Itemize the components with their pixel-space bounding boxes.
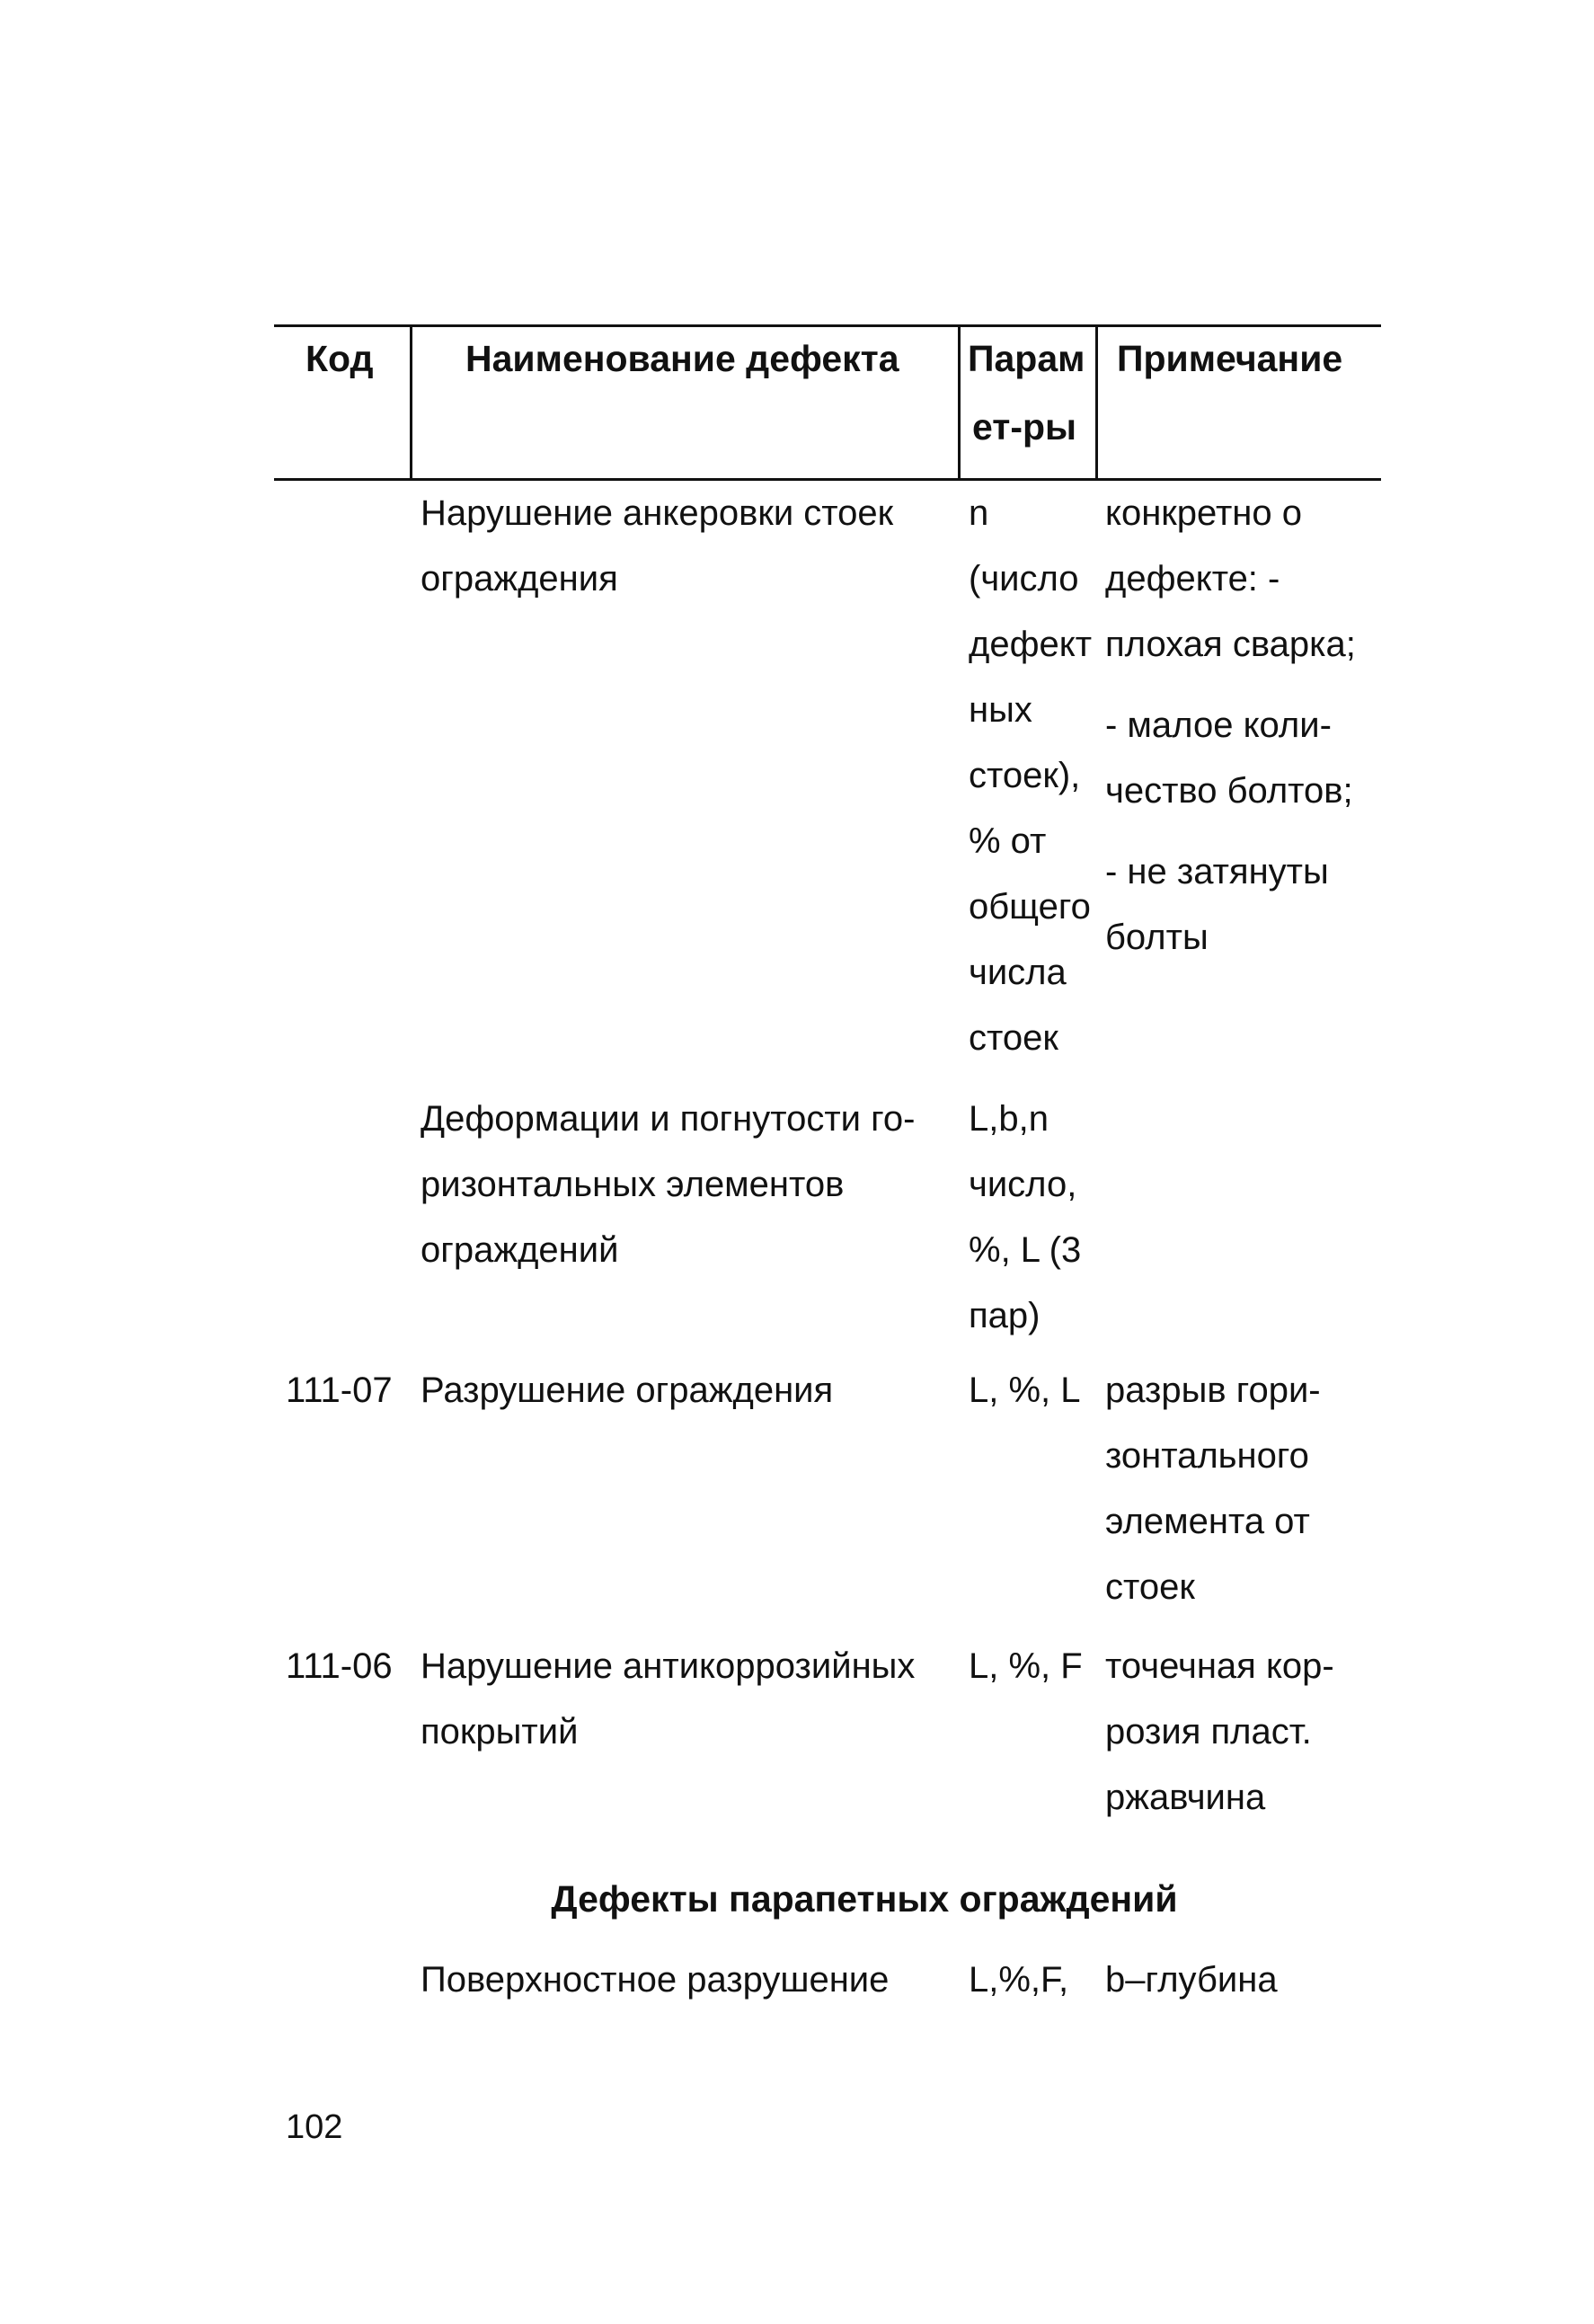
row3-note-line1: разрыв гори- bbox=[1105, 1370, 1321, 1410]
page-number: 102 bbox=[286, 2108, 343, 2146]
row1-params-line3: дефект bbox=[969, 625, 1093, 664]
row1-params-line6: % от bbox=[969, 821, 1047, 861]
last-row-note: b–глубина bbox=[1105, 1960, 1278, 2000]
header-name: Наименование дефекта bbox=[465, 338, 899, 379]
row1-note-line6: - не затянуты bbox=[1105, 852, 1329, 891]
row1-params-line1: n bbox=[969, 493, 989, 533]
row3-note-line2: зонтального bbox=[1105, 1436, 1309, 1476]
row1-params-line8: числа bbox=[969, 953, 1067, 992]
header-params-line2: ет-ры bbox=[972, 406, 1077, 448]
section-title: Дефекты парапетных ограждений bbox=[551, 1878, 1178, 1920]
row2-name-line2: ризонтальных элементов bbox=[421, 1165, 845, 1204]
row1-note-line5: чество болтов; bbox=[1105, 771, 1353, 811]
row1-note-line1: конкретно о bbox=[1105, 493, 1302, 533]
row3-name-line1: Разрушение ограждения bbox=[421, 1370, 834, 1410]
header-divider-1 bbox=[410, 324, 412, 481]
row2-params-line4: пар) bbox=[969, 1296, 1041, 1335]
row1-note-line7: болты bbox=[1105, 918, 1209, 957]
row4-name-line1: Нарушение антикоррозийных bbox=[421, 1646, 916, 1686]
row3-params-line1: L, %, L bbox=[969, 1370, 1081, 1410]
row1-params-line5: стоек), bbox=[969, 756, 1081, 795]
row1-name-line1: Нарушение анкеровки стоек bbox=[421, 493, 894, 533]
row1-name-line2: ограждения bbox=[421, 559, 618, 599]
row4-name-line2: покрытий bbox=[421, 1712, 579, 1752]
row2-params-line2: число, bbox=[969, 1165, 1077, 1204]
row1-note-line3: плохая сварка; bbox=[1105, 625, 1356, 664]
header-note: Примечание bbox=[1117, 338, 1343, 379]
row4-code: 111-06 bbox=[286, 1646, 393, 1686]
row1-params-line9: стоек bbox=[969, 1018, 1058, 1058]
row1-note-line2: дефекте: - bbox=[1105, 559, 1280, 599]
row2-name-line1: Деформации и погнутости го- bbox=[421, 1099, 916, 1139]
row4-note-line3: ржавчина bbox=[1105, 1778, 1266, 1817]
row1-params-line7: общего bbox=[969, 887, 1091, 927]
header-divider-2 bbox=[958, 324, 961, 481]
row1-params-line4: ных bbox=[969, 690, 1032, 730]
header-divider-3 bbox=[1095, 324, 1098, 481]
row2-params-line3: %, L (3 bbox=[969, 1230, 1082, 1270]
row4-note-line2: розия пласт. bbox=[1105, 1712, 1312, 1752]
last-row-params: L,%,F, bbox=[969, 1960, 1069, 2000]
row4-note-line1: точечная кор- bbox=[1105, 1646, 1334, 1686]
row1-params-line2: (число bbox=[969, 559, 1079, 599]
header-params-line1: Парам bbox=[968, 338, 1085, 379]
row4-params-line1: L, %, F bbox=[969, 1646, 1083, 1686]
last-row-name: Поверхностное разрушение bbox=[421, 1960, 890, 2000]
row1-note-line4: - малое коли- bbox=[1105, 705, 1332, 745]
header-code: Код bbox=[306, 338, 374, 379]
row2-params-line1: L,b,n bbox=[969, 1099, 1049, 1139]
row3-code: 111-07 bbox=[286, 1370, 393, 1410]
row3-note-line3: элемента от bbox=[1105, 1502, 1310, 1541]
row2-name-line3: ограждений bbox=[421, 1230, 619, 1270]
row3-note-line4: стоек bbox=[1105, 1567, 1195, 1607]
